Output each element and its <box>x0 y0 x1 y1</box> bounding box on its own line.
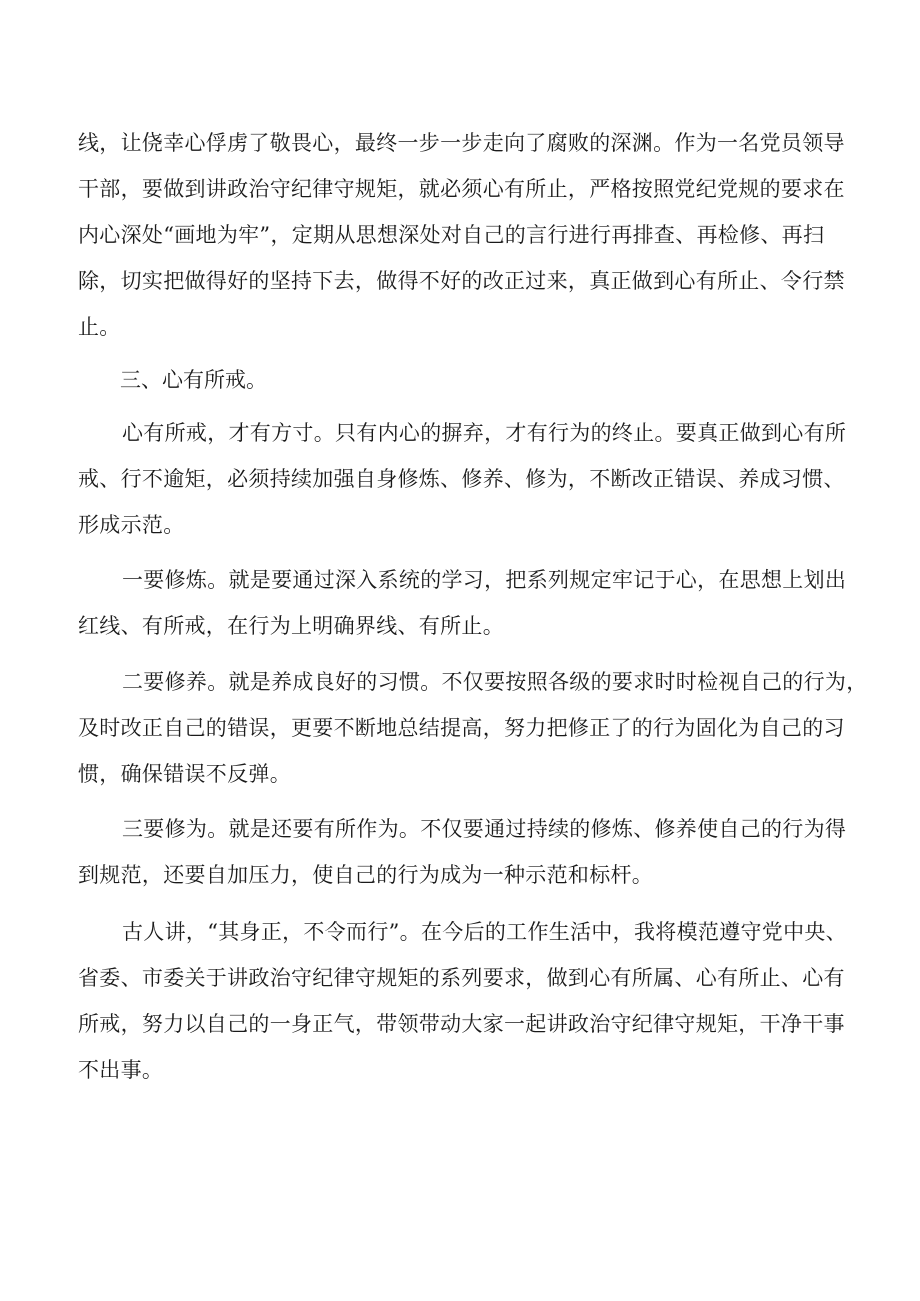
paragraph-line: 三要修为。就是还要有所作为。不仅要通过持续的修炼、修养使自己的行为得 <box>122 817 847 841</box>
paragraph-line: 所戒，努力以自己的一身正气，带领带动大家一起讲政治守纪律守规矩，干净干事 <box>78 1012 845 1036</box>
paragraph-line: 形成示范。 <box>78 513 185 537</box>
paragraph-line: 止。 <box>78 315 121 339</box>
paragraph-line: 心有所戒，才有方寸。只有内心的摒弃，才有行为的终止。要真正做到心有所 <box>122 421 847 445</box>
paragraph-5 <box>78 806 858 898</box>
paragraph-2 <box>78 410 858 548</box>
paragraph-line: 线，让侥幸心俘虏了敬畏心，最终一步一步走向了腐败的深渊。作为一名党员领导 <box>78 131 845 155</box>
paragraph-6 <box>78 909 858 1093</box>
paragraph-line: 红线、有所戒，在行为上明确界线、有所止。 <box>78 614 504 638</box>
paragraph-line: 干部，要做到讲政治守纪律守规矩，就必须心有所止，严格按照党纪党规的要求在 <box>78 177 845 201</box>
paragraph-4 <box>78 659 868 797</box>
paragraph-line: 惯，确保错误不反弹。 <box>78 762 291 786</box>
paragraph-line: 不出事。 <box>78 1058 164 1082</box>
paragraph-line: 古人讲，“其身正，不令而行”。在今后的工作生活中，我将模范遵守党中央、 <box>122 920 847 944</box>
paragraph-3 <box>78 557 858 649</box>
paragraph-line: 除，切实把做得好的坚持下去，做得不好的改正过来，真正做到心有所止、令行禁 <box>78 269 845 293</box>
paragraph-line: 一要修炼。就是要通过深入系统的学习，把系列规定牢记于心，在思想上划出 <box>122 568 847 592</box>
paragraph-line: 及时改正自己的错误，更要不断地总结提高，努力把修正了的行为固化为自己的习 <box>78 716 845 740</box>
paragraph-line: 二要修养。就是养成良好的习惯。不仅要按照各级的要求时时检视自己的行为， <box>122 670 868 694</box>
paragraph-line: 戒、行不逾矩，必须持续加强自身修炼、修养、修为，不断改正错误、养成习惯、 <box>78 467 845 491</box>
section-heading-3: 三、心有所戒。 <box>120 368 267 392</box>
paragraph-line: 内心深处“画地为牢”，定期从思想深处对自己的言行进行再排查、再检修、再扫 <box>78 223 825 247</box>
paragraph-1 <box>78 120 858 350</box>
paragraph-line: 省委、市委关于讲政治守纪律守规矩的系列要求，做到心有所属、心有所止、心有 <box>78 966 845 990</box>
paragraph-line: 到规范，还要自加压力，使自己的行为成为一种示范和标杆。 <box>78 863 654 887</box>
